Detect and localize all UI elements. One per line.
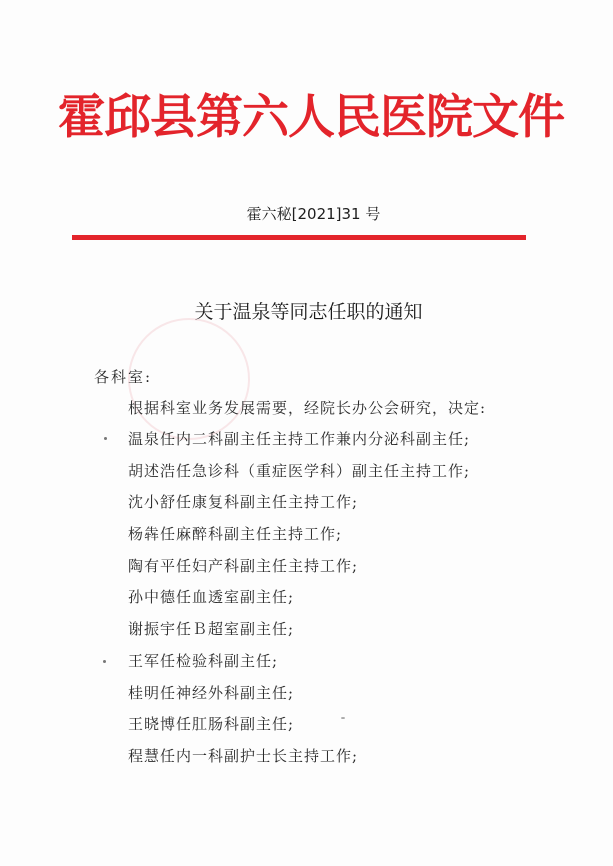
appointment-line: 沈小舒任康复科副主任主持工作; xyxy=(128,493,359,512)
scan-speck xyxy=(104,437,107,440)
scan-speck xyxy=(341,717,345,719)
salutation: 各科室: xyxy=(94,368,153,386)
document-header-title: 霍邱县第六人民医院文件 xyxy=(58,90,564,145)
appointment-line: 王军任检验科副主任; xyxy=(128,651,279,670)
appointment-line: 陶有平任妇产科副主任主持工作; xyxy=(128,556,359,575)
appointment-line: 王晓博任肛肠科副主任; xyxy=(128,715,295,734)
appointment-line: 桂明任神经外科副主任; xyxy=(128,683,295,702)
intro-paragraph: 根据科室业务发展需要，经院长办公会研究，决定: xyxy=(128,399,487,417)
scan-speck xyxy=(103,660,106,663)
appointment-line: 胡述浩任急诊科（重症医学科）副主任主持工作; xyxy=(128,461,471,480)
document-number: 霍六秘[2021]31 号 xyxy=(246,205,381,223)
notice-title: 关于温泉等同志任职的通知 xyxy=(194,301,423,323)
appointment-line: 孙中德任血透室副主任; xyxy=(128,588,295,607)
header-red-rule xyxy=(72,235,526,240)
appointment-line: 程慧任内一科副护士长主持工作; xyxy=(128,746,359,765)
appointment-list xyxy=(128,428,470,777)
appointment-line: 温泉任内二科副主任主持工作兼内分泌科副主任; xyxy=(128,430,471,448)
appointment-line: 杨犇任麻醉科副主任主持工作; xyxy=(128,525,343,544)
appointment-line: 谢振宇任Ｂ超室副主任; xyxy=(128,620,295,639)
